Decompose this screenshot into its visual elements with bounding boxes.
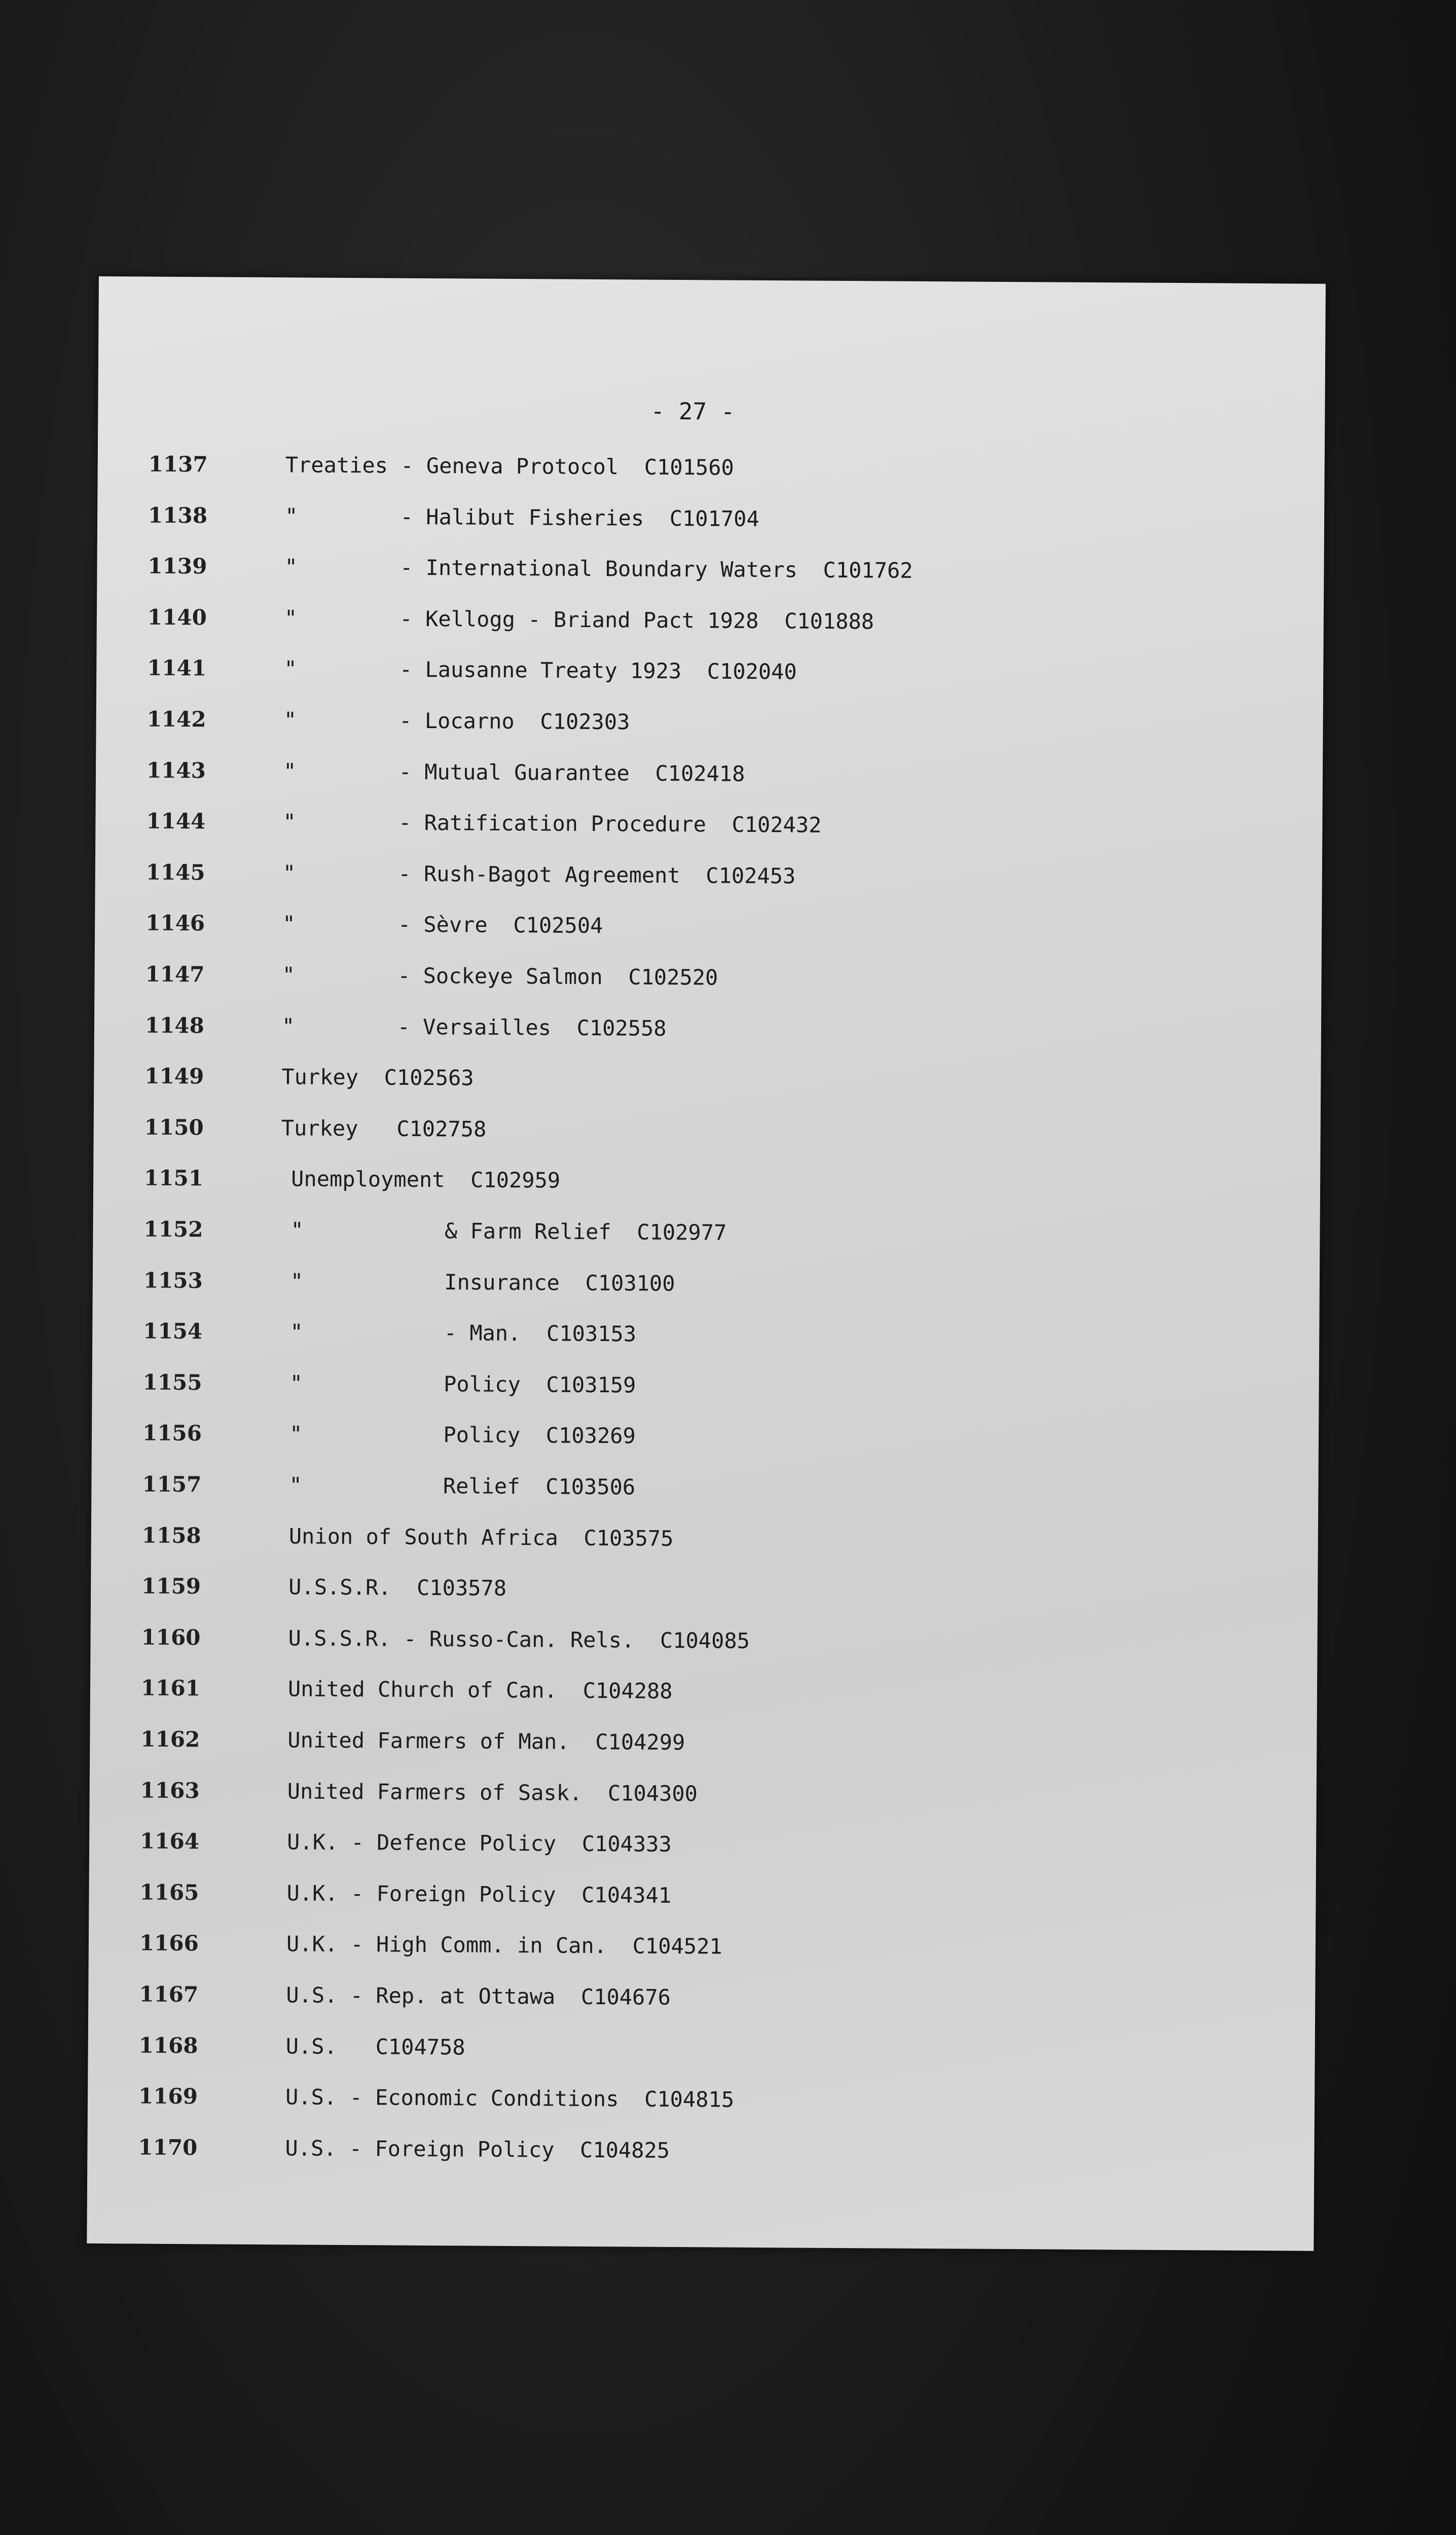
entry-number: 1166 <box>139 1930 199 1956</box>
entry-row <box>90 1624 1256 1667</box>
entry-subject: " - Locarno C102303 <box>283 707 630 735</box>
entry-subject: " - Sèvre C102504 <box>282 911 603 938</box>
entry-number: 1167 <box>139 1981 199 2007</box>
entry-subject: U.K. - High Comm. in Can. C104521 <box>286 1931 722 1959</box>
entry-row <box>90 1726 1256 1769</box>
entry-row <box>97 502 1263 545</box>
entry-row <box>94 1012 1260 1055</box>
entry-subject: " Insurance C103100 <box>290 1268 675 1296</box>
entry-row <box>97 451 1263 494</box>
entry-number: 1152 <box>143 1216 203 1242</box>
entry-row <box>95 808 1261 851</box>
entry-number: 1156 <box>142 1420 202 1446</box>
entry-row <box>94 961 1260 1004</box>
entry-number: 1148 <box>144 1012 205 1038</box>
entry-row <box>89 1778 1255 1820</box>
entry-row <box>89 1930 1255 1973</box>
entry-subject: United Farmers of Man. C104299 <box>287 1727 685 1755</box>
entry-subject: Union of South Africa C103575 <box>288 1523 674 1551</box>
typed-page <box>87 276 1326 2251</box>
entry-number: 1138 <box>148 502 208 528</box>
entry-number: 1164 <box>139 1828 200 1854</box>
entry-row <box>93 1165 1259 1208</box>
entry-subject: U.S. - Foreign Policy C104825 <box>285 2135 670 2163</box>
entry-subject: " - Man. C103153 <box>290 1319 637 1347</box>
entry-row <box>91 1471 1257 1514</box>
entry-row <box>96 706 1262 749</box>
entry-row <box>87 2134 1253 2177</box>
entry-number: 1155 <box>142 1369 202 1395</box>
entry-row <box>94 1063 1260 1106</box>
entry-row <box>91 1523 1257 1565</box>
entry-number: 1140 <box>147 604 207 630</box>
entry-number: 1139 <box>148 553 207 579</box>
entry-number: 1143 <box>146 757 206 783</box>
entry-number: 1142 <box>147 706 206 732</box>
entry-row <box>88 2083 1254 2126</box>
entry-row <box>88 1981 1254 2024</box>
entry-subject: " Policy C103159 <box>289 1370 636 1398</box>
entry-row <box>90 1675 1256 1718</box>
entry-number: 1145 <box>145 859 205 885</box>
entry-row <box>92 1318 1258 1361</box>
entry-number: 1137 <box>148 451 208 477</box>
entry-subject: " & Farm Relief C102977 <box>290 1217 727 1245</box>
entry-subject: U.K. - Foreign Policy C104341 <box>286 1880 672 1908</box>
entry-row <box>93 1268 1259 1310</box>
entry-subject: " - Rush-Bagot Agreement C102453 <box>282 860 796 889</box>
entry-subject: U.S.S.R. C103578 <box>288 1574 507 1601</box>
entry-number: 1149 <box>144 1063 204 1089</box>
entry-number: 1153 <box>143 1268 203 1293</box>
entry-row <box>96 757 1262 800</box>
entry-number: 1146 <box>145 910 205 936</box>
entry-subject: U.S. - Economic Conditions C104815 <box>285 2084 735 2112</box>
entry-subject: " - Sockeye Salmon C102520 <box>282 962 718 990</box>
entry-number: 1165 <box>139 1879 199 1905</box>
entry-subject: U.S.S.R. - Russo-Can. Rels. C104085 <box>288 1625 750 1653</box>
entry-subject: U.S. C104758 <box>285 2033 465 2060</box>
entry-list <box>99 276 1326 2163</box>
entry-subject: " - Mutual Guarantee C102418 <box>283 758 745 786</box>
entry-number: 1168 <box>138 2033 198 2058</box>
entry-number: 1162 <box>140 1726 200 1752</box>
entry-row <box>97 553 1263 596</box>
entry-number: 1141 <box>147 655 207 681</box>
entry-subject: U.K. - Defence Policy C104333 <box>286 1829 672 1857</box>
entry-number: 1170 <box>138 2134 198 2160</box>
entry-number: 1163 <box>140 1778 200 1803</box>
entry-number: 1154 <box>143 1318 203 1344</box>
entry-row <box>89 1879 1255 1922</box>
entry-number: 1159 <box>141 1573 201 1599</box>
entry-subject: " Relief C103506 <box>289 1472 636 1500</box>
entry-number: 1157 <box>142 1471 202 1497</box>
entry-row <box>93 1114 1259 1157</box>
entry-subject: Turkey C102758 <box>281 1115 487 1142</box>
entry-subject: " - International Boundary Waters C101762 <box>284 554 913 584</box>
entry-subject: " - Lausanne Treaty 1923 C102040 <box>284 656 797 684</box>
entry-subject: " - Ratification Procedure C102432 <box>283 809 822 838</box>
entry-subject: " - Halibut Fisheries C101704 <box>284 503 759 531</box>
entry-number: 1160 <box>141 1624 201 1650</box>
entry-row <box>95 910 1261 953</box>
entry-subject: Turkey C102563 <box>281 1064 474 1091</box>
entry-number: 1147 <box>145 961 205 987</box>
entry-row <box>92 1369 1258 1412</box>
entry-subject: " - Versailles C102558 <box>281 1013 667 1041</box>
entry-subject: Unemployment C102959 <box>290 1166 561 1193</box>
entry-row <box>91 1573 1257 1616</box>
entry-row <box>95 859 1261 902</box>
entry-number: 1169 <box>138 2083 198 2109</box>
entry-row <box>88 2033 1254 2075</box>
entry-row <box>92 1420 1258 1463</box>
entry-subject: " - Kellogg - Briand Pact 1928 C101888 <box>284 605 875 634</box>
entry-subject: United Farmers of Sask. C104300 <box>287 1778 698 1806</box>
entry-subject: United Church of Can. C104288 <box>287 1676 673 1704</box>
entry-subject: " Policy C103269 <box>289 1421 636 1448</box>
entry-number: 1150 <box>144 1114 204 1140</box>
entry-subject: U.S. - Rep. at Ottawa C104676 <box>286 1982 671 2010</box>
page-number: - 27 - <box>650 397 735 425</box>
entry-number: 1151 <box>143 1165 204 1191</box>
entry-row <box>96 655 1262 698</box>
entry-number: 1144 <box>146 808 206 834</box>
entry-row <box>97 604 1263 647</box>
entry-number: 1161 <box>140 1675 201 1701</box>
entry-subject: Treaties - Geneva Protocol C101560 <box>285 452 734 480</box>
entry-number: 1158 <box>141 1523 201 1548</box>
entry-row <box>93 1216 1259 1259</box>
entry-row <box>89 1828 1255 1871</box>
